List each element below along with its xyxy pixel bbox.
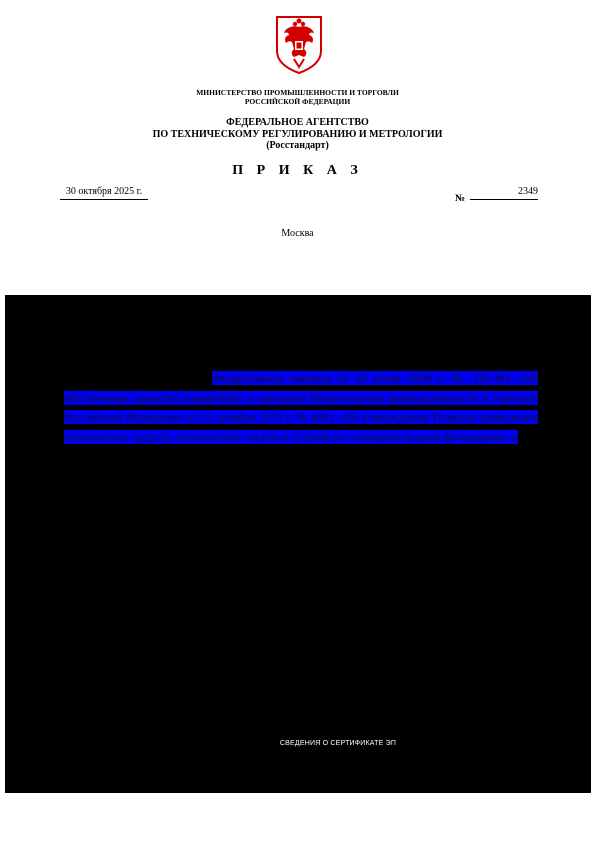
ministry-heading [0,88,595,106]
certificate-info-label: СВЕДЕНИЯ О СЕРТИФИКАТЕ ЭП [279,740,397,747]
document-type-title: П Р И К А З [232,163,363,178]
paragraph-text: Федеральным законом от 26 июня 2008 г. № 102-ФЗ «Об обеспечении единства измерений» и приказом Министерства промышленности и торговли Российской Федерации от 15 декабря 2015 г. № 4091 «Об утверждении Порядка проведения технических средств, технических систем и устройств с измерительными функциями» и [64,371,538,444]
order-number: 2349 [470,186,538,200]
agency-line-3: (Росстандарт) [266,140,329,151]
agency-heading [0,117,595,152]
highlighted-paragraph[interactable] [64,369,538,447]
agency-line-1: ФЕДЕРАЛЬНОЕ АГЕНТСТВО [226,117,369,128]
coat-of-arms-icon [274,15,324,75]
ministry-line-1: МИНИСТЕРСТВО ПРОМЫШЛЕННОСТИ И ТОРГОВЛИ [196,88,399,97]
ministry-line-2: РОССИЙСКОЙ ФЕДЕРАЦИИ [244,97,351,106]
number-sign: № [455,193,466,204]
agency-line-2: ПО ТЕХНИЧЕСКОМУ РЕГУЛИРОВАНИЮ И МЕТРОЛОГИИ [152,128,443,140]
order-date: 30 октября 2025 г. [60,186,148,200]
city-label: Москва [281,228,314,239]
